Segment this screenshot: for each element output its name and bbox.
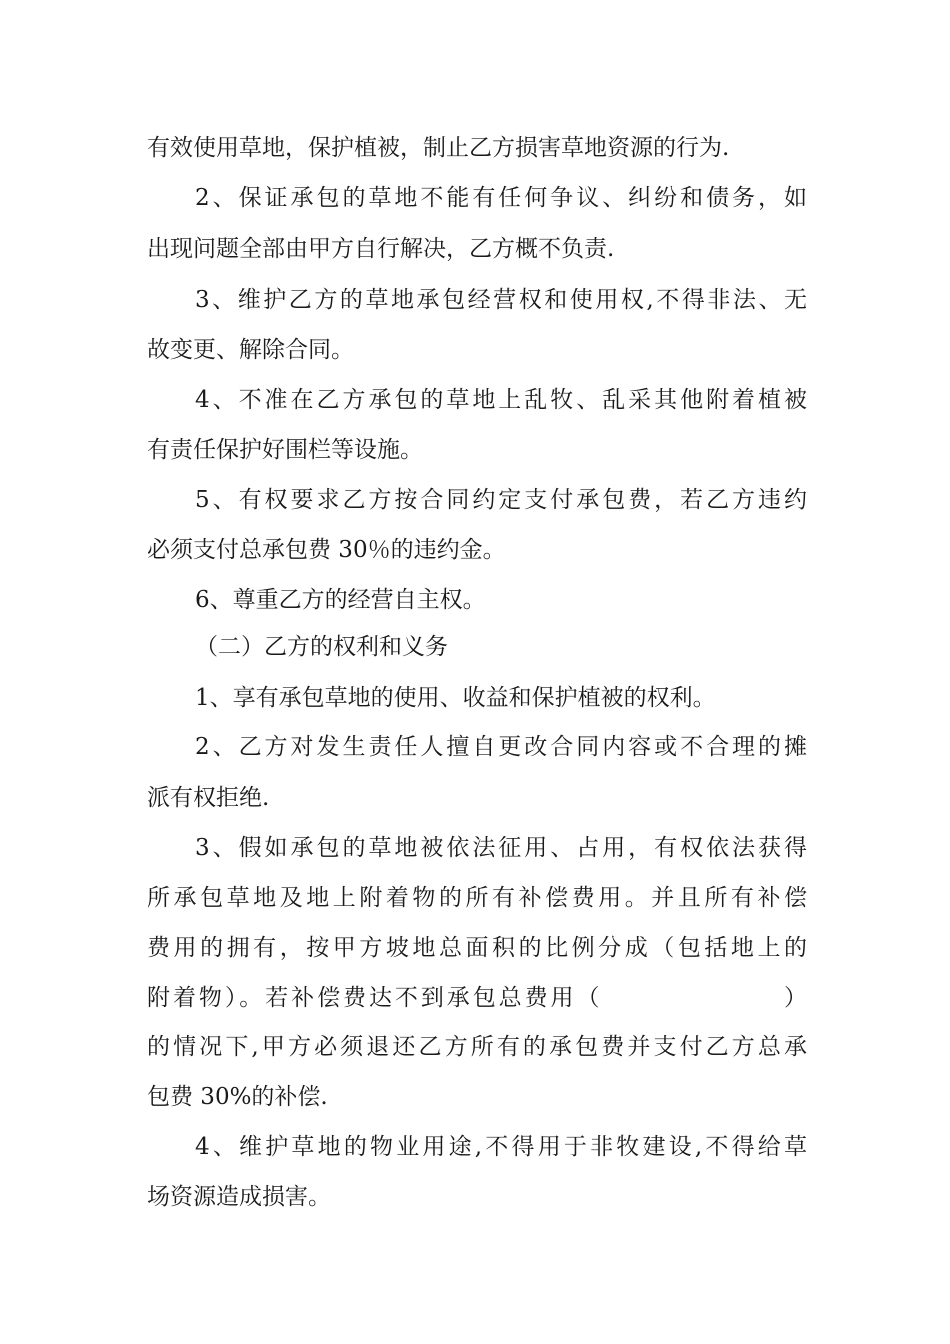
text-line: 2、乙方对发生责任人擅自更改合同内容或不合理的摊 <box>195 734 807 760</box>
text-line: 1、享有承包草地的使用、收益和保护植被的权利。 <box>195 685 716 711</box>
text-line: 所承包草地及地上附着物的所有补偿费用。并且所有补偿 <box>147 885 807 911</box>
text-line: 出现问题全部由甲方自行解决，乙方概不负责. <box>147 236 615 262</box>
text-line: 包费 30%的补偿. <box>147 1084 328 1110</box>
text-line: 有责任保护好围栏等设施。 <box>147 437 423 463</box>
text-line: 场资源造成损害。 <box>147 1184 331 1210</box>
text-line: 4、不准在乙方承包的草地上乱牧、乱采其他附着植被 <box>195 387 807 413</box>
text-line: 有效使用草地，保护植被，制止乙方损害草地资源的行为. <box>147 135 730 161</box>
text-line: 故变更、解除合同。 <box>147 337 354 363</box>
text-line: 派有权拒绝. <box>147 785 270 811</box>
text-line: 附着物）。若补偿费达不到承包总费用（ ） <box>147 985 807 1011</box>
text-line: 的情况下,甲方必须退还乙方所有的承包费并支付乙方总承 <box>147 1034 807 1060</box>
text-line: 2、保证承包的草地不能有任何争议、纠纷和债务，如 <box>195 185 807 211</box>
text-line: 费用的拥有，按甲方坡地总面积的比例分成（包括地上的 <box>147 935 807 961</box>
text-line: 4、维护草地的物业用途,不得用于非牧建设,不得给草 <box>195 1134 807 1160</box>
text-line: 5、有权要求乙方按合同约定支付承包费，若乙方违约 <box>195 487 807 513</box>
section-heading: （二）乙方的权利和义务 <box>195 634 448 660</box>
text-line: 6、尊重乙方的经营自主权。 <box>195 587 486 613</box>
text-line: 必须支付总承包费 30％的违约金。 <box>147 537 506 563</box>
text-line: 3、维护乙方的草地承包经营权和使用权,不得非法、无 <box>195 287 807 313</box>
text-line: 3、假如承包的草地被依法征用、占用，有权依法获得 <box>195 835 807 861</box>
